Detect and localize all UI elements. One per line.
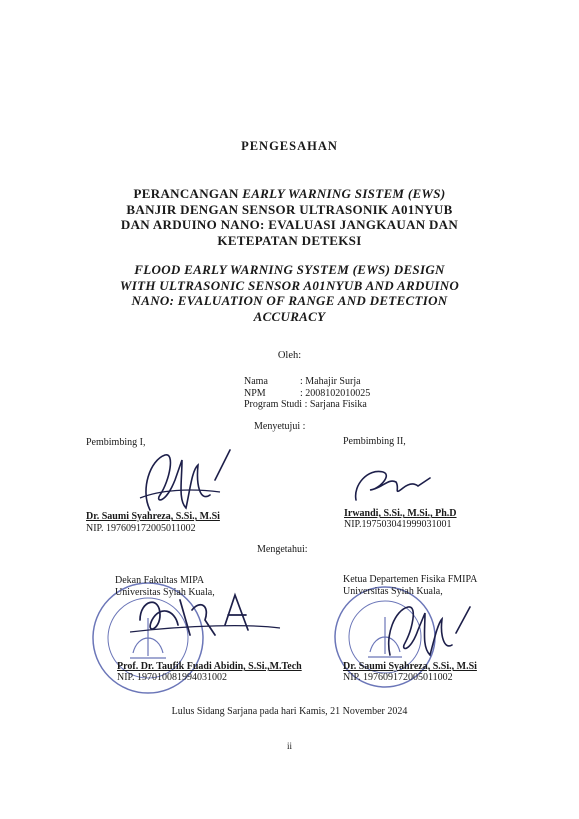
- by-label: Oleh:: [277, 350, 302, 361]
- title-en-line-2: WITH ULTRASONIC SENSOR A01NYUB AND ARDUINO: [119, 277, 460, 293]
- title-en-line-3: NANO: EVALUATION OF RANGE AND DETECTION: [131, 293, 448, 308]
- title-id-line-1: PERANCANGAN EARLY WARNING SISTEM (EWS): [133, 186, 446, 201]
- department-head-role-line1: Ketua Departemen Fisika FMIPA: [343, 574, 478, 585]
- supervisor2-signature: [348, 460, 438, 510]
- department-head-role-line2: Universitas Syiah Kuala,: [343, 586, 443, 597]
- department-head-name: Dr. Saumi Syahreza, S.Si., M.Si: [343, 661, 477, 672]
- supervisor1-nip: NIP. 197609172005011002: [86, 523, 196, 534]
- student-program-row: Program Studi : Sarjana Fisika: [244, 399, 367, 410]
- page-heading: PENGESAHAN: [241, 139, 338, 153]
- supervisor2-nip: NIP.197503041999031001: [344, 519, 452, 530]
- dean-role-line1: Dekan Fakultas MIPA: [115, 575, 205, 586]
- title-id-line-3: DAN ARDUINO NANO: EVALUASI JANGKAUAN DAN: [120, 217, 459, 232]
- title-en-line-4: ACCURACY: [253, 308, 326, 324]
- department-head-nip: NIP. 197609172005011002: [343, 672, 453, 683]
- acknowledged-label: Mengetahui:: [257, 544, 308, 555]
- dean-name: Prof. Dr. Taufik Fuadi Abidin, S.Si.,M.Tech: [117, 661, 302, 672]
- supervisor2-role: Pembimbing II,: [343, 436, 406, 447]
- page-number: ii: [286, 741, 292, 751]
- student-name-row: Nama : Mahajir Surja: [244, 376, 361, 387]
- supervisor1-signature: [120, 440, 240, 520]
- dean-nip: NIP. 197010081994031002: [117, 672, 228, 683]
- title-en-line-1: FLOOD EARLY WARNING SYSTEM (EWS) DESIGN: [134, 262, 445, 277]
- thesis-title-indonesian: [0, 186, 579, 248]
- title-id-line-4: KETEPATAN DETEKSI: [217, 232, 362, 248]
- student-info: [244, 376, 370, 411]
- student-npm-row: NPM : 2008102010025: [244, 387, 371, 399]
- department-head-signature: [370, 595, 480, 665]
- dean-role-line2: Universitas Syiah Kuala,: [115, 587, 215, 598]
- thesis-title-english: [0, 262, 579, 324]
- approved-label: Menyetujui :: [254, 421, 306, 432]
- supervisor2-name: Irwandi, S.Si., M.Si., Ph.D: [344, 508, 457, 519]
- supervisor1-role: Pembimbing I,: [86, 437, 146, 448]
- title-id-line-2: BANJIR DENGAN SENSOR ULTRASONIK A01NYUB: [126, 201, 453, 217]
- defense-date: Lulus Sidang Sarjana pada hari Kamis, 21 November 2024: [171, 706, 408, 717]
- supervisor1-name: Dr. Saumi Syahreza, S.Si., M.Si: [86, 511, 220, 522]
